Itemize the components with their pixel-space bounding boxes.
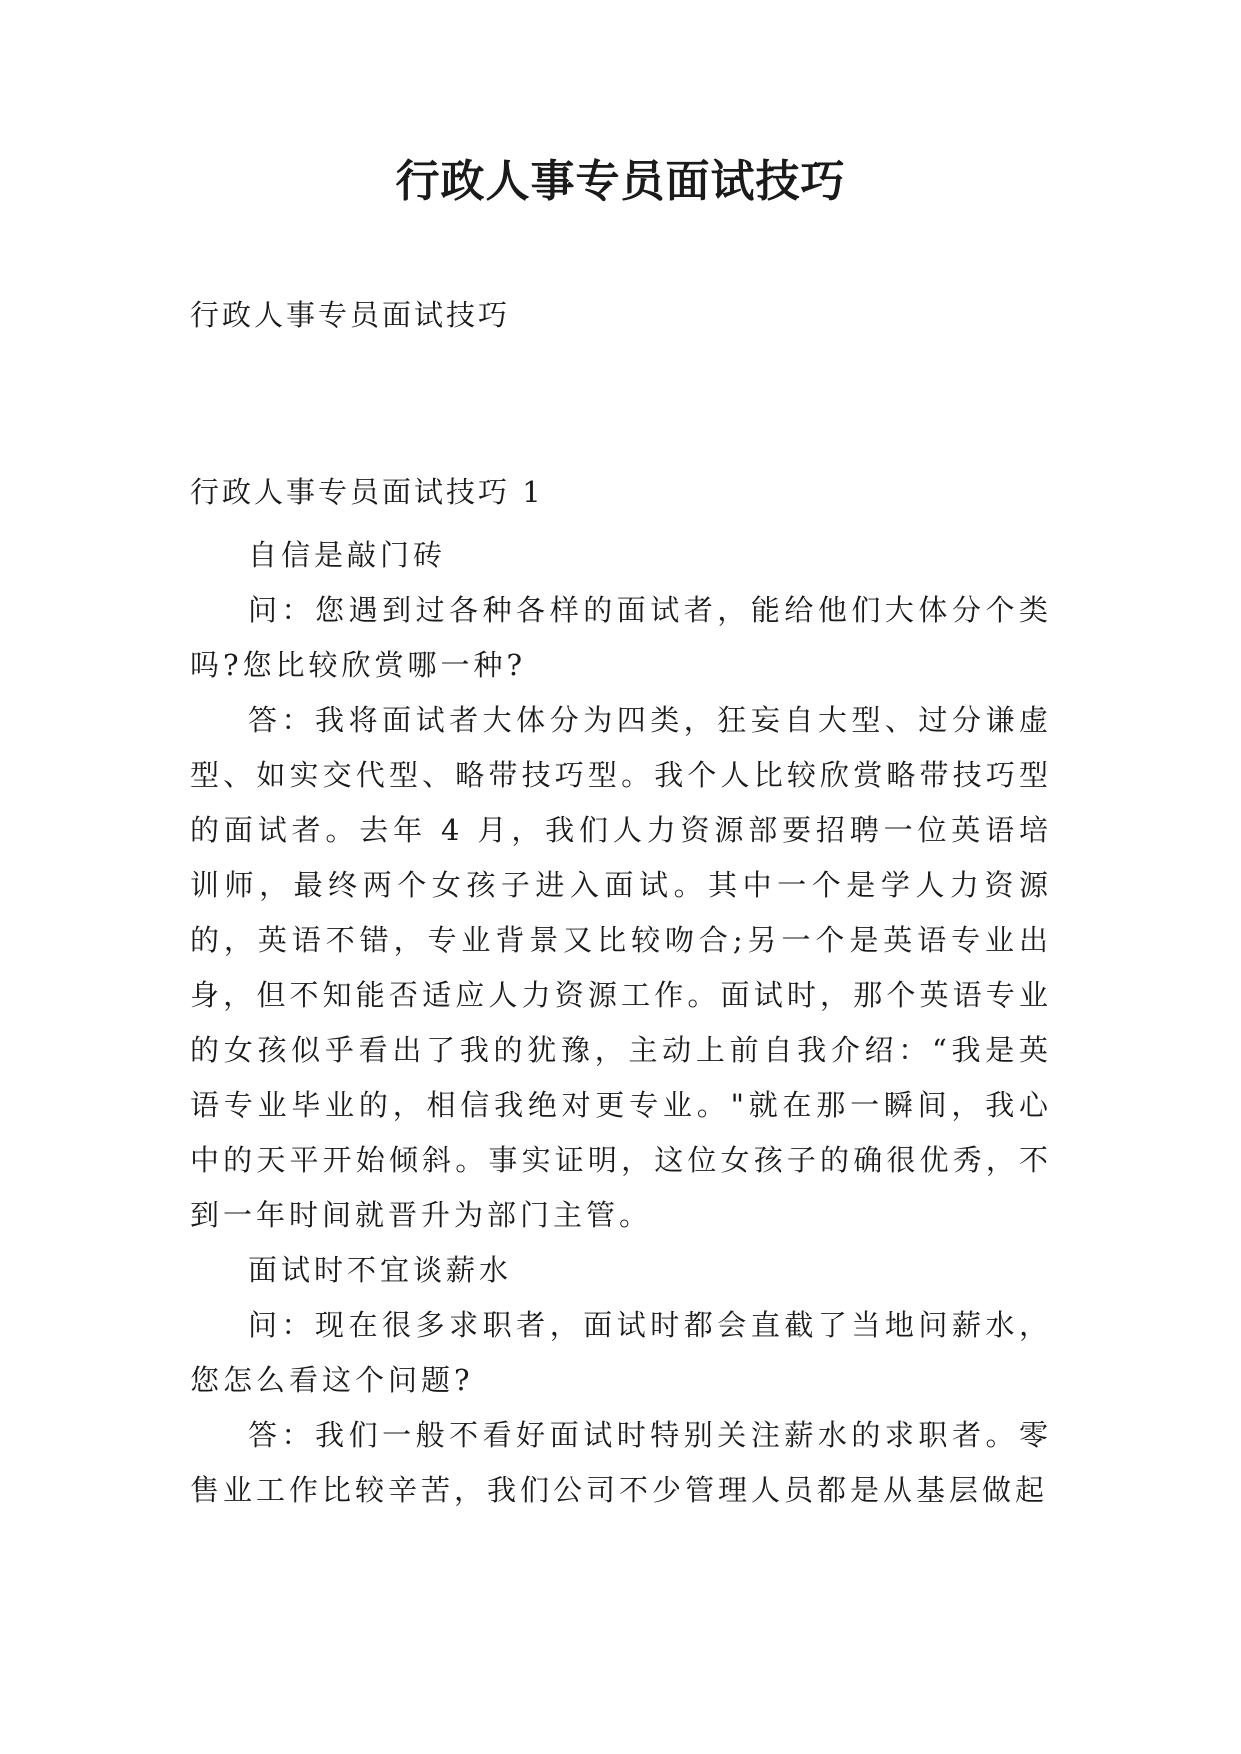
document-title: 行政人事专员面试技巧 (395, 156, 846, 207)
paragraph-answer-1: 答：我将面试者大体分为四类，狂妄自大型、过分谦虚型、如实交代型、略带技巧型。我个人比较欣赏略带技巧型的面试者。去年 4 月，我们人力资源部要招聘一位英语培训师，最终两个女孩子进入面试。其中一个是学人力资源的，英语不错，专业背景又比较吻合;另一个是英语专业出身，但不知能否适应人力资源工作。面试时，那个英语专业的女孩似乎看出了我的犹豫，主动上前自我介绍：“我是英语专业毕业的，相信我绝对更专业。"就在那一瞬间，我心中的天平开始倾斜。事实证明，这位女孩子的确很优秀，不到一年时间就晋升为部门主管。 (190, 703, 1052, 1232)
paragraph-question-2: 问：现在很多求职者，面试时都会直截了当地问薪水，您怎么看这个问题? (190, 1308, 1052, 1397)
document-body (190, 528, 1052, 1518)
paragraph-heading-confidence: 自信是敲门砖 (248, 538, 447, 572)
paragraph-answer-2: 答：我们一般不看好面试时特别关注薪水的求职者。零售业工作比较辛苦，我们公司不少管理人员都是从基层做起 (190, 1418, 1052, 1507)
paragraph-question-1: 问：您遇到过各种各样的面试者，能给他们大体分个类吗?您比较欣赏哪一种? (190, 593, 1052, 682)
document-subtitle: 行政人事专员面试技巧 (190, 298, 511, 332)
section-heading: 行政人事专员面试技巧 1 (190, 475, 544, 509)
paragraph-heading-salary: 面试时不宜谈薪水 (248, 1253, 513, 1287)
